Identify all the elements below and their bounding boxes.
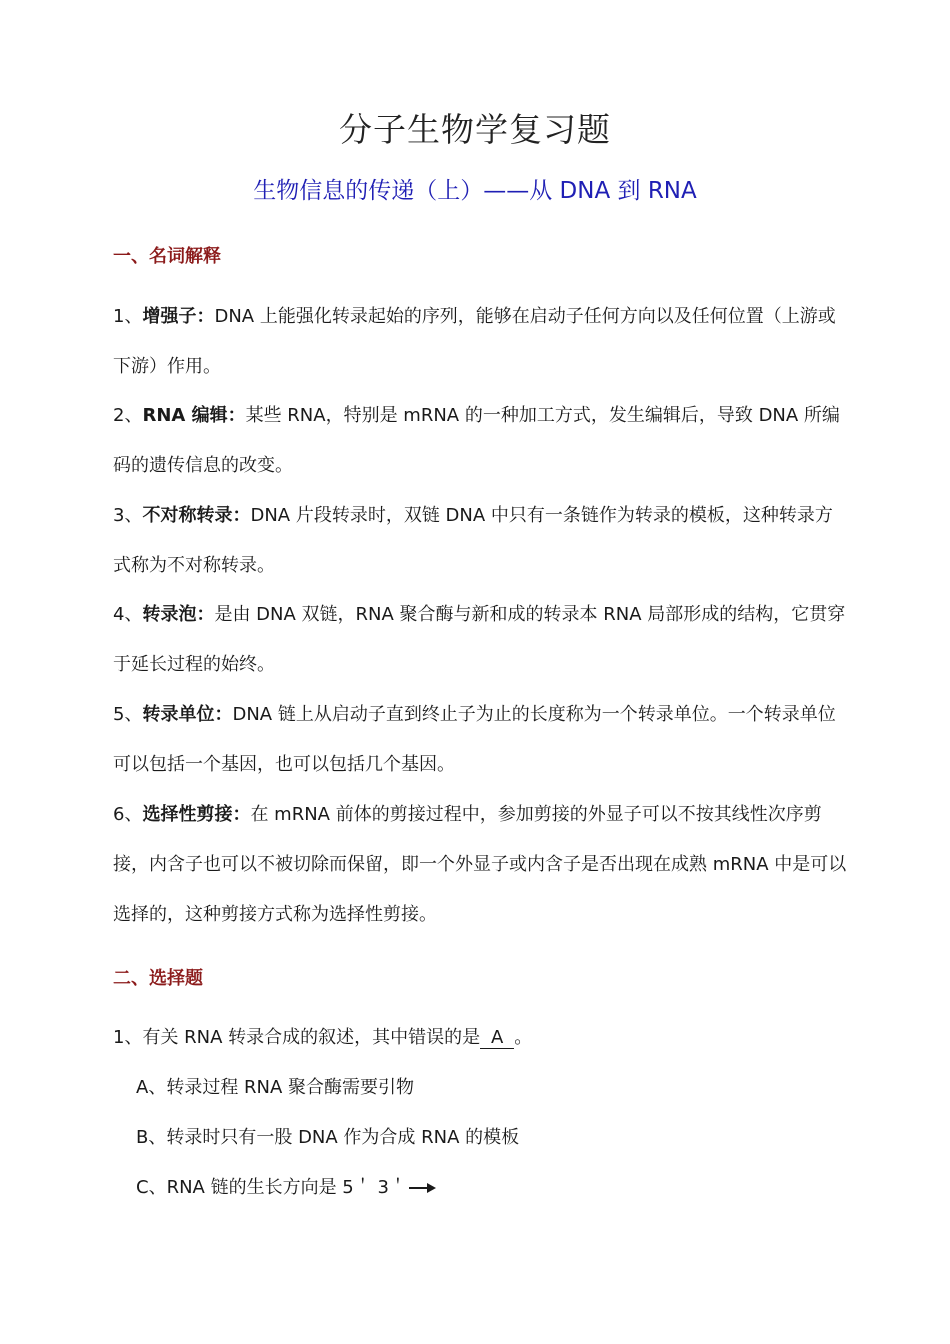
definition-item	[113, 690, 848, 790]
item-term: RNA 编辑：	[142, 405, 246, 426]
page-title: 分子生物学复习题	[339, 110, 611, 149]
item-number: 5、	[113, 704, 143, 725]
definition-item	[113, 590, 848, 690]
definition-item	[113, 391, 848, 491]
item-text: 某些 RNA，特别是 mRNA 的一种加工方式，发生编辑后，导致 DNA 所编码的遗传信息的改变。	[113, 405, 840, 476]
item-text: DNA 上能强化转录起始的序列，能够在启动子任何方向以及任何位置（上游或下游）作用。	[113, 306, 836, 377]
option-b: B、转录时只有一股 DNA 作为合成 RNA 的模板	[136, 1127, 520, 1148]
item-number: 2、	[113, 405, 143, 426]
section-heading-definitions: 一、名词解释	[113, 246, 221, 267]
question-options	[136, 1063, 519, 1213]
item-term: 增强子：	[142, 306, 215, 327]
question-stem	[113, 1013, 848, 1063]
item-term: 不对称转录：	[142, 505, 251, 526]
option-c: C、RNA 链的生长方向是 5＇ 3＇	[136, 1177, 407, 1198]
item-term: 选择性剪接：	[142, 804, 251, 825]
item-text: 在 mRNA 前体的剪接过程中，参加剪接的外显子可以不按其线性次序剪接，内含子也可以不被切除而保留，即一个外显子或内含子是否出现在成熟 mRNA 中是可以选择的，这种剪接方式称为选择性剪接。	[113, 804, 847, 925]
definition-item	[113, 491, 848, 591]
section-heading-choice: 二、选择题	[113, 968, 203, 989]
option-c-row	[136, 1163, 519, 1213]
item-text: DNA 链上从启动子直到终止子为止的长度称为一个转录单位。一个转录单位可以包括一个基因，也可以包括几个基因。	[113, 704, 836, 775]
item-text: DNA 片段转录时，双链 DNA 中只有一条链作为转录的模板，这种转录方式称为不对称转录。	[113, 505, 833, 576]
option-a: A、转录过程 RNA 聚合酶需要引物	[136, 1077, 415, 1098]
question-end: 。	[514, 1027, 533, 1048]
right-arrow-icon	[407, 1181, 437, 1195]
question-text: 1、有关 RNA 转录合成的叙述，其中错误的是	[113, 1027, 481, 1048]
item-number: 4、	[113, 604, 143, 625]
item-text: 是由 DNA 双链，RNA 聚合酶与新和成的转录本 RNA 局部形成的结构，它贯穿于延长过程的始终。	[113, 604, 846, 675]
item-term: 转录泡：	[142, 604, 215, 625]
item-number: 6、	[113, 804, 143, 825]
item-number: 3、	[113, 505, 143, 526]
item-term: 转录单位：	[142, 704, 233, 725]
item-number: 1、	[113, 306, 143, 327]
definition-item	[113, 790, 848, 940]
answer-blank: A	[480, 1028, 514, 1049]
definition-item	[113, 292, 848, 392]
chapter-subtitle: 生物信息的传递（上）——从 DNA 到 RNA	[253, 178, 697, 204]
